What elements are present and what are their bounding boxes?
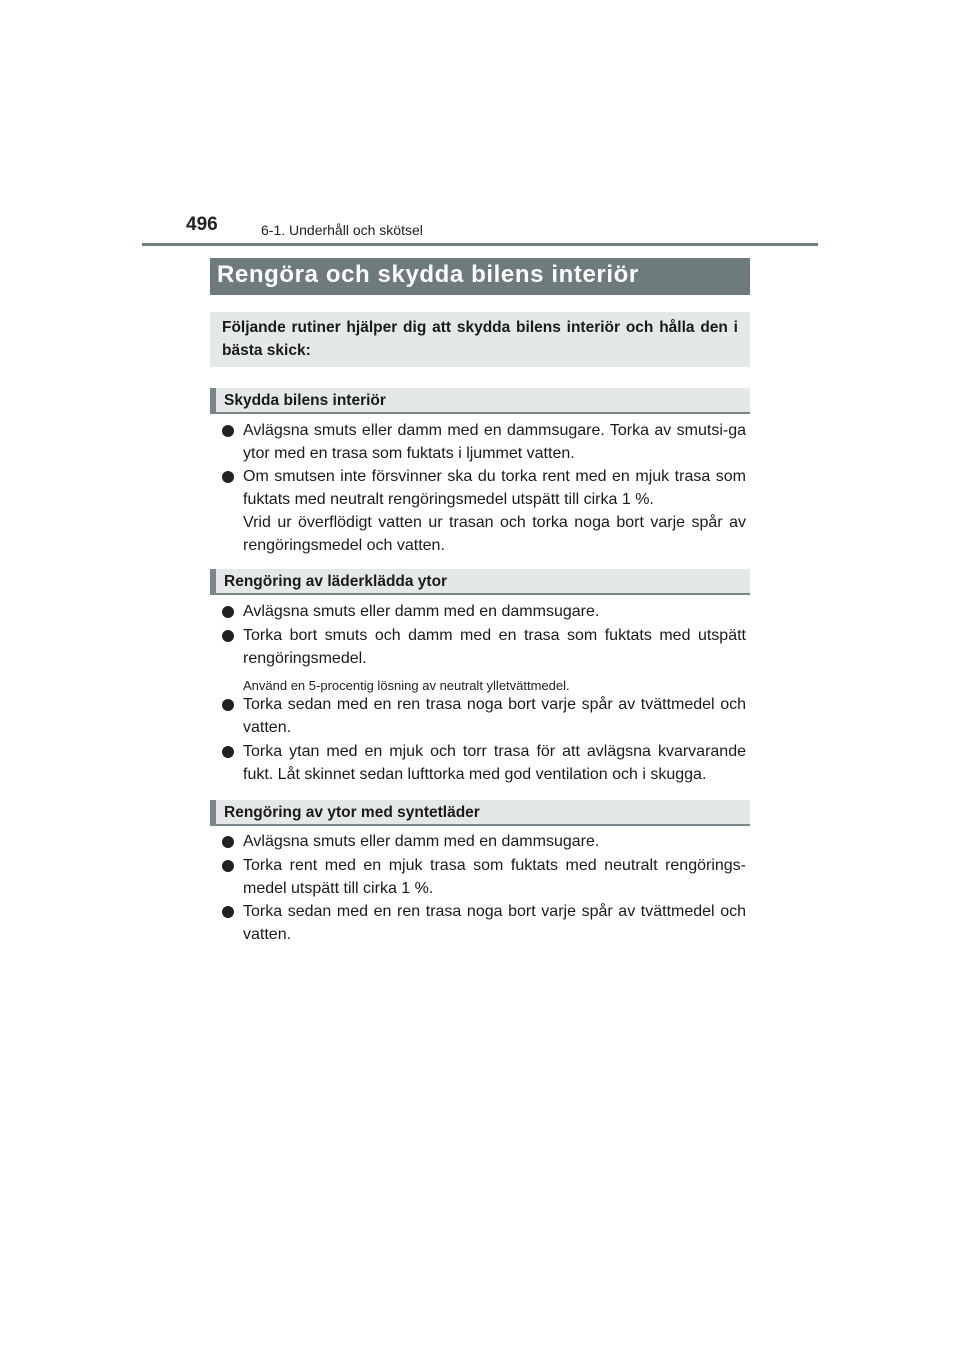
section-heading-label: Skydda bilens interiör (224, 392, 386, 409)
section-heading-protect (210, 388, 750, 414)
bullet-dot-icon (222, 699, 234, 711)
bullet-dot-icon (222, 630, 234, 642)
section-heading-label: Rengöring av läderklädda ytor (224, 573, 448, 590)
breadcrumb: 6-1. Underhåll och skötsel (261, 222, 423, 238)
page-title: Rengöra och skydda bilens interiör (217, 261, 639, 288)
list-item-text: Torka sedan med en ren trasa noga bort varje spår av tvättmedel och vatten. (243, 903, 746, 943)
list-item (220, 693, 746, 739)
list-item-text: Avlägsna smuts eller damm med en dammsugare. (243, 603, 600, 620)
list-item (220, 830, 746, 853)
list-item (220, 465, 746, 557)
list-item-text: Torka rent med en mjuk trasa som fuktats med neutralt rengörings-medel utspätt till cirka 1 %. (243, 857, 746, 897)
intro-box (210, 312, 750, 367)
header-rule (142, 243, 818, 246)
bullet-dot-icon (222, 906, 234, 918)
list-item-text: Torka sedan med en ren trasa noga bort varje spår av tvättmedel och vatten. (243, 696, 746, 736)
intro-text: Följande rutiner hjälper dig att skydda bilens interiör och hålla den i bästa skick: (222, 319, 738, 359)
section-heading-synthetic (210, 800, 750, 826)
bullet-dot-icon (222, 425, 234, 437)
list-item (220, 419, 746, 465)
bullet-dot-icon (222, 860, 234, 872)
section-heading-label: Rengöring av ytor med syntetläder (224, 804, 480, 821)
list-item-text: Avlägsna smuts eller damm med en dammsugare. (243, 833, 600, 850)
title-bar (210, 258, 750, 295)
list-item-note: Vrid ur överflödigt vatten ur trasan och torka noga bort varje spår av rengöringsmedel och vatten. (243, 514, 746, 554)
list-item (220, 740, 746, 786)
list-item (220, 624, 746, 670)
list-item-text: Om smutsen inte försvinner ska du torka rent med en mjuk trasa som fuktats med neutralt rengöringsmedel utspätt till cirka 1 %. (243, 468, 746, 508)
bullet-dot-icon (222, 836, 234, 848)
page-number: 496 (186, 214, 218, 235)
list-item-text: Avlägsna smuts eller damm med en dammsugare. Torka av smutsi-ga ytor med en trasa som fuktats i ljummet vatten. (243, 422, 746, 462)
small-note: Använd en 5-procentig lösning av neutralt ylletvättmedel. (243, 678, 570, 693)
list-item-text: Torka bort smuts och damm med en trasa som fuktats med utspätt rengöringsmedel. (243, 627, 746, 667)
bullet-dot-icon (222, 471, 234, 483)
list-item (220, 854, 746, 900)
bullet-dot-icon (222, 606, 234, 618)
section-heading-leather (210, 569, 750, 595)
list-item (220, 900, 746, 946)
bullet-dot-icon (222, 746, 234, 758)
list-item (220, 600, 746, 623)
list-item-text: Torka ytan med en mjuk och torr trasa för att avlägsna kvarvarande fukt. Låt skinnet sedan lufttorka med god ventilation och i skugga. (243, 743, 746, 783)
